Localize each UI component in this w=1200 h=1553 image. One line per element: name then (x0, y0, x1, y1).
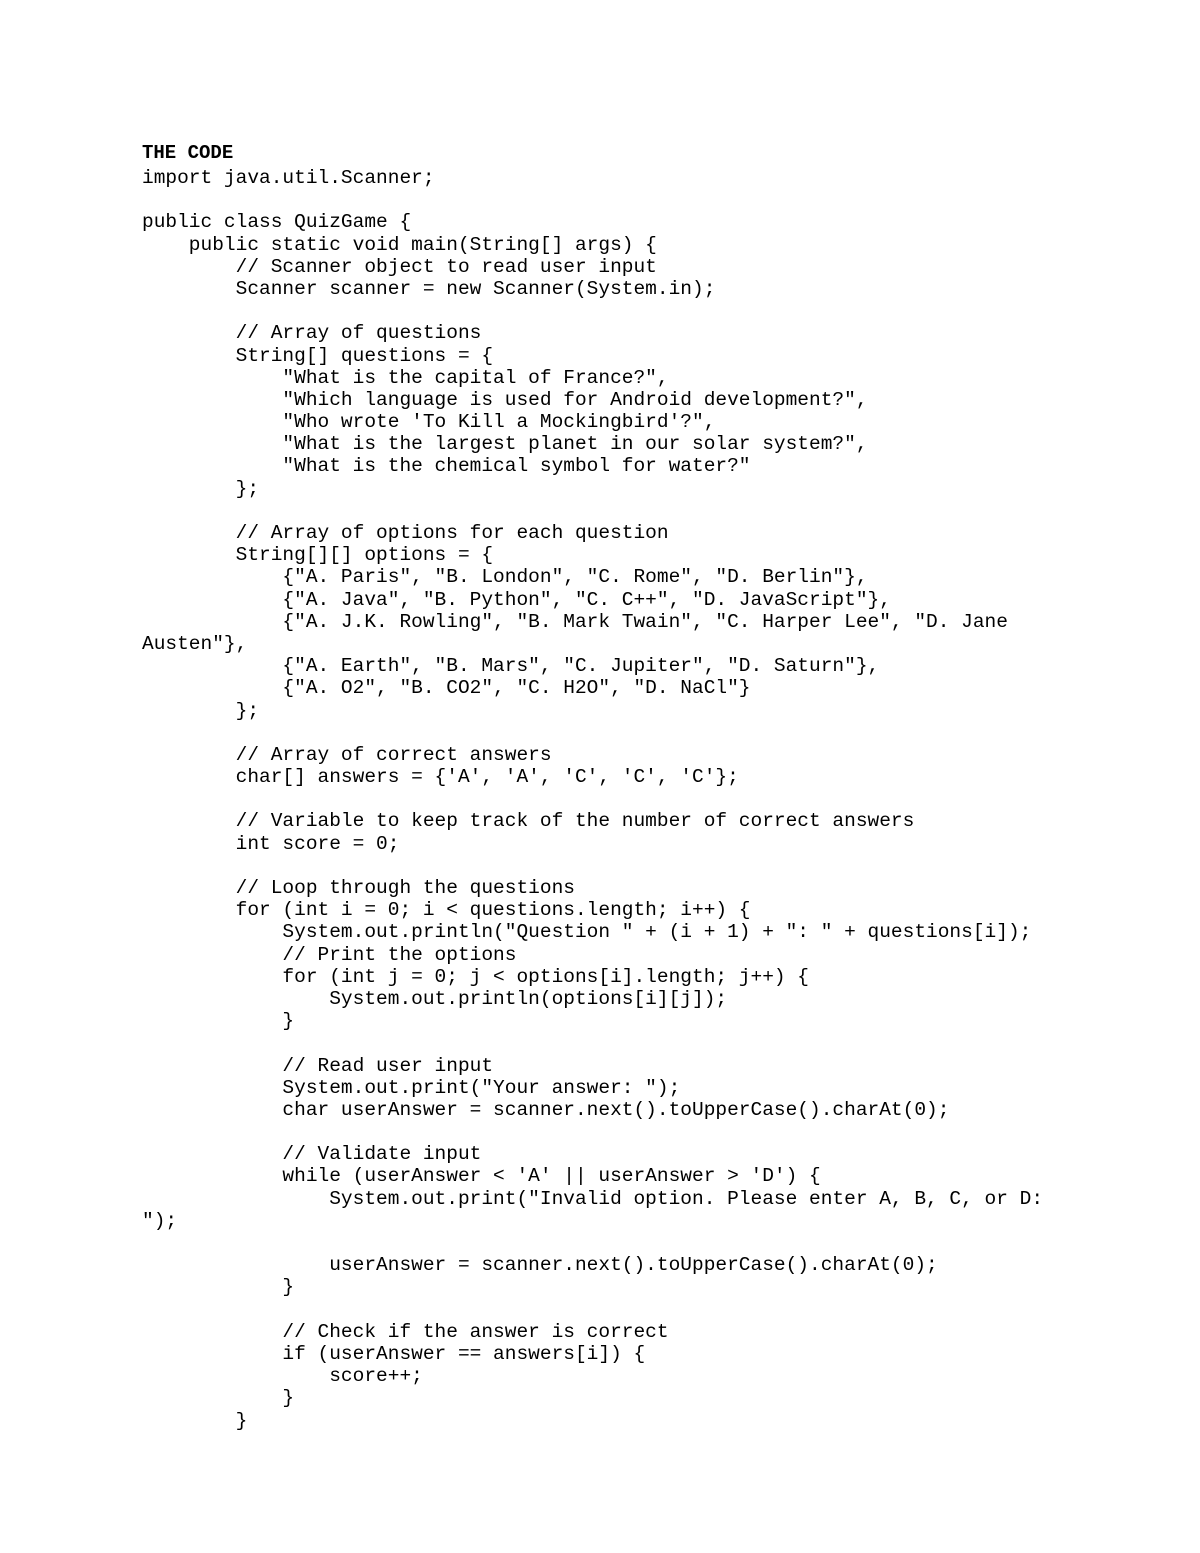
code-line: {"A. J.K. Rowling", "B. Mark Twain", "C. Harper Lee", "D. Jane (142, 610, 1008, 633)
code-line: // Loop through the questions (142, 877, 575, 899)
code-line: }; (142, 477, 260, 500)
code-line: {"A. Earth", "B. Mars", "C. Jupiter", "D. Saturn"}, (142, 655, 880, 678)
code-line: "Which language is used for Android development?", (142, 388, 868, 411)
code-line: }; (142, 699, 260, 722)
code-line: // Print the options (142, 943, 517, 966)
code-line: for (int j = 0; j < options[i].length; j++) { (142, 965, 810, 988)
code-line: "What is the largest planet in our solar system?", (142, 433, 868, 456)
code-line: // Array of correct answers (142, 743, 552, 766)
code-line: int score = 0; (142, 832, 400, 855)
code-line: // Read user input (142, 1054, 494, 1077)
blank-code-line (142, 500, 1062, 522)
blank-code-line (142, 788, 1062, 810)
blank-code-line (142, 1232, 1062, 1254)
code-line: if (userAnswer == answers[i]) { (142, 1342, 646, 1365)
code-listing (142, 167, 1062, 1432)
code-line: Scanner scanner = new Scanner(System.in); (142, 277, 716, 300)
code-line: public static void main(String[] args) { (142, 233, 657, 256)
blank-code-line (142, 1299, 1062, 1321)
code-line: "What is the chemical symbol for water?" (142, 455, 751, 478)
code-line: "What is the capital of France?", (142, 366, 669, 389)
code-line: System.out.print("Your answer: "); (142, 1076, 681, 1099)
code-line: {"A. O2", "B. CO2", "C. H2O", "D. NaCl"} (142, 677, 751, 700)
code-line: } (142, 1387, 295, 1410)
code-line: String[] questions = { (142, 344, 494, 367)
code-line: String[][] options = { (142, 544, 494, 567)
code-line: } (142, 1010, 295, 1033)
blank-code-line (142, 300, 1062, 322)
code-line: "Who wrote 'To Kill a Mockingbird'?", (142, 411, 716, 434)
code-line: } (142, 1409, 248, 1432)
blank-code-line (142, 1032, 1062, 1054)
code-line: while (userAnswer < 'A' || userAnswer > 'D') { (142, 1165, 821, 1188)
code-line: {"A. Java", "B. Python", "C. C++", "D. JavaScript"}, (142, 588, 891, 611)
code-line: // Validate input (142, 1143, 482, 1166)
blank-code-line (142, 722, 1062, 744)
code-line: import java.util.Scanner; (142, 167, 435, 189)
blank-code-line (142, 189, 1062, 211)
blank-code-line (142, 1121, 1062, 1143)
code-line: System.out.println("Question " + (i + 1) + ": " + questions[i]); (142, 921, 1032, 944)
code-line: char[] answers = {'A', 'A', 'C', 'C', 'C'}; (142, 766, 739, 789)
code-line: score++; (142, 1365, 423, 1388)
code-line: for (int i = 0; i < questions.length; i++) { (142, 899, 751, 922)
code-line: // Array of questions (142, 322, 482, 345)
code-line: {"A. Paris", "B. London", "C. Rome", "D. Berlin"}, (142, 566, 868, 589)
code-line: // Array of options for each question (142, 522, 669, 544)
code-line: Austen"}, (142, 632, 248, 655)
code-line: char userAnswer = scanner.next().toUpperCase().charAt(0); (142, 1098, 950, 1121)
blank-code-line (142, 855, 1062, 877)
code-line: userAnswer = scanner.next().toUpperCase().charAt(0); (142, 1254, 938, 1277)
code-line: public class QuizGame { (142, 211, 412, 234)
document-title: THE CODE (142, 142, 234, 164)
code-line: System.out.print("Invalid option. Please enter A, B, C, or D: (142, 1187, 1044, 1210)
code-line: // Check if the answer is correct (142, 1320, 669, 1343)
code-line: // Scanner object to read user input (142, 255, 657, 278)
code-line: "); (142, 1209, 178, 1232)
code-line: } (142, 1276, 295, 1299)
code-line: System.out.println(options[i][j]); (142, 987, 728, 1010)
code-line: // Variable to keep track of the number of correct answers (142, 810, 915, 833)
